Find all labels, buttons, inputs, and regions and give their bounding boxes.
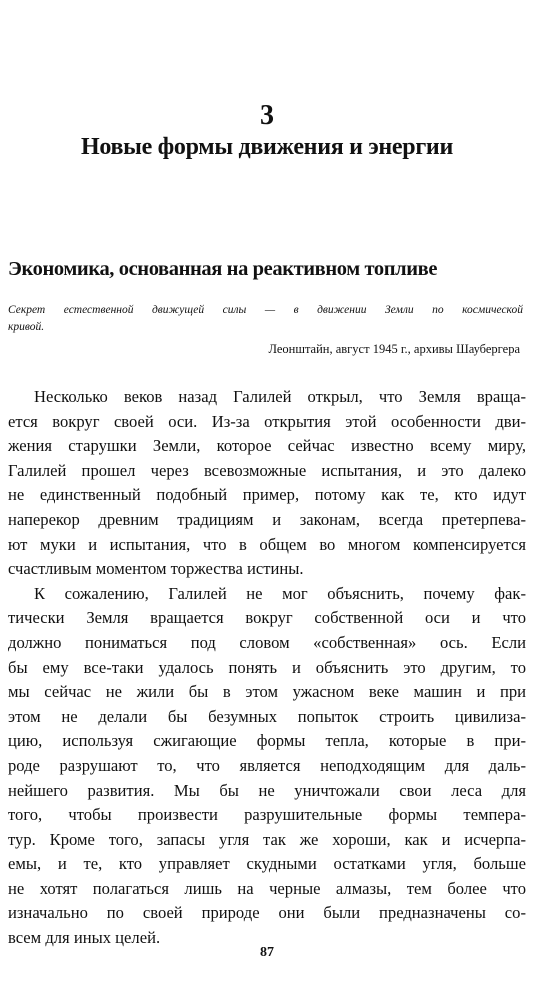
body-line: тически Земля вращается вокруг собственной оси и что bbox=[8, 608, 526, 628]
body-line: наперекор древним традициям и законам, всегда претерпева- bbox=[8, 509, 526, 529]
body-line: Галилей прошел через всевозможные испытания, и это далеко bbox=[8, 460, 526, 480]
body-line: всем для иных целей. bbox=[8, 928, 161, 948]
body-line: Несколько веков назад Галилей открыл, что Земля враща- bbox=[34, 387, 526, 406]
body-line: К сожалению, Галилей не мог объяснить, почему фак- bbox=[34, 583, 526, 603]
body-line: счастливым моментом торжества истины. bbox=[8, 559, 304, 579]
chapter-number: 3 bbox=[260, 100, 274, 131]
body-line: жения старушки Земли, которое сейчас известно всему миру, bbox=[8, 436, 526, 456]
epigraph-line: кривой. bbox=[8, 321, 45, 333]
body-line: не единственный подобный пример, потому как те, кто идут bbox=[8, 485, 526, 505]
body-line: роде разрушают то, что является неподходящим для даль- bbox=[8, 755, 526, 775]
epigraph-line: Секрет естественной движущей силы — в движении Земли по космической bbox=[8, 304, 523, 316]
body-line: ется вокруг своей оси. Из-за открытия этой особенности дви- bbox=[8, 411, 526, 431]
body-line: бы ему все-таки удалось понять и объяснить это другим, то bbox=[8, 657, 526, 677]
body-line: изначально по своей природе они были предназначены со- bbox=[8, 903, 526, 923]
body-line: мы сейчас не жили бы в этом ужасном веке машин и при bbox=[8, 682, 526, 702]
body-line: нейшего развития. Мы бы не уничтожали свои леса для bbox=[8, 780, 526, 800]
page-number: 87 bbox=[260, 945, 274, 960]
body-text bbox=[8, 385, 526, 951]
epigraph-quote bbox=[8, 302, 523, 336]
section-title: Экономика, основанная на реактивном топливе bbox=[8, 258, 438, 280]
body-line: емы, и те, кто управляет скудными остатками угля, больше bbox=[8, 854, 526, 874]
body-line: ют муки и испытания, что в общем во многом компенсируется bbox=[8, 534, 526, 554]
body-line: этом не делали бы безумных попыток строить цивилиза- bbox=[8, 706, 526, 726]
body-line: должно пониматься под словом «собственная» ось. Если bbox=[8, 632, 526, 652]
chapter-title: Новые формы движения и энергии bbox=[81, 134, 453, 160]
body-line: не хотят полагаться лишь на черные алмазы, тем более что bbox=[8, 878, 526, 898]
body-line: цию, используя сжигающие формы тепла, которые в при- bbox=[8, 731, 526, 751]
epigraph-source: Леонштайн, август 1945 г., архивы Шаубергера bbox=[268, 342, 520, 356]
body-line: того, чтобы произвести разрушительные формы темпера- bbox=[8, 805, 526, 825]
body-line: тур. Кроме того, запасы угля так же хороши, как и исчерпа- bbox=[8, 829, 526, 849]
